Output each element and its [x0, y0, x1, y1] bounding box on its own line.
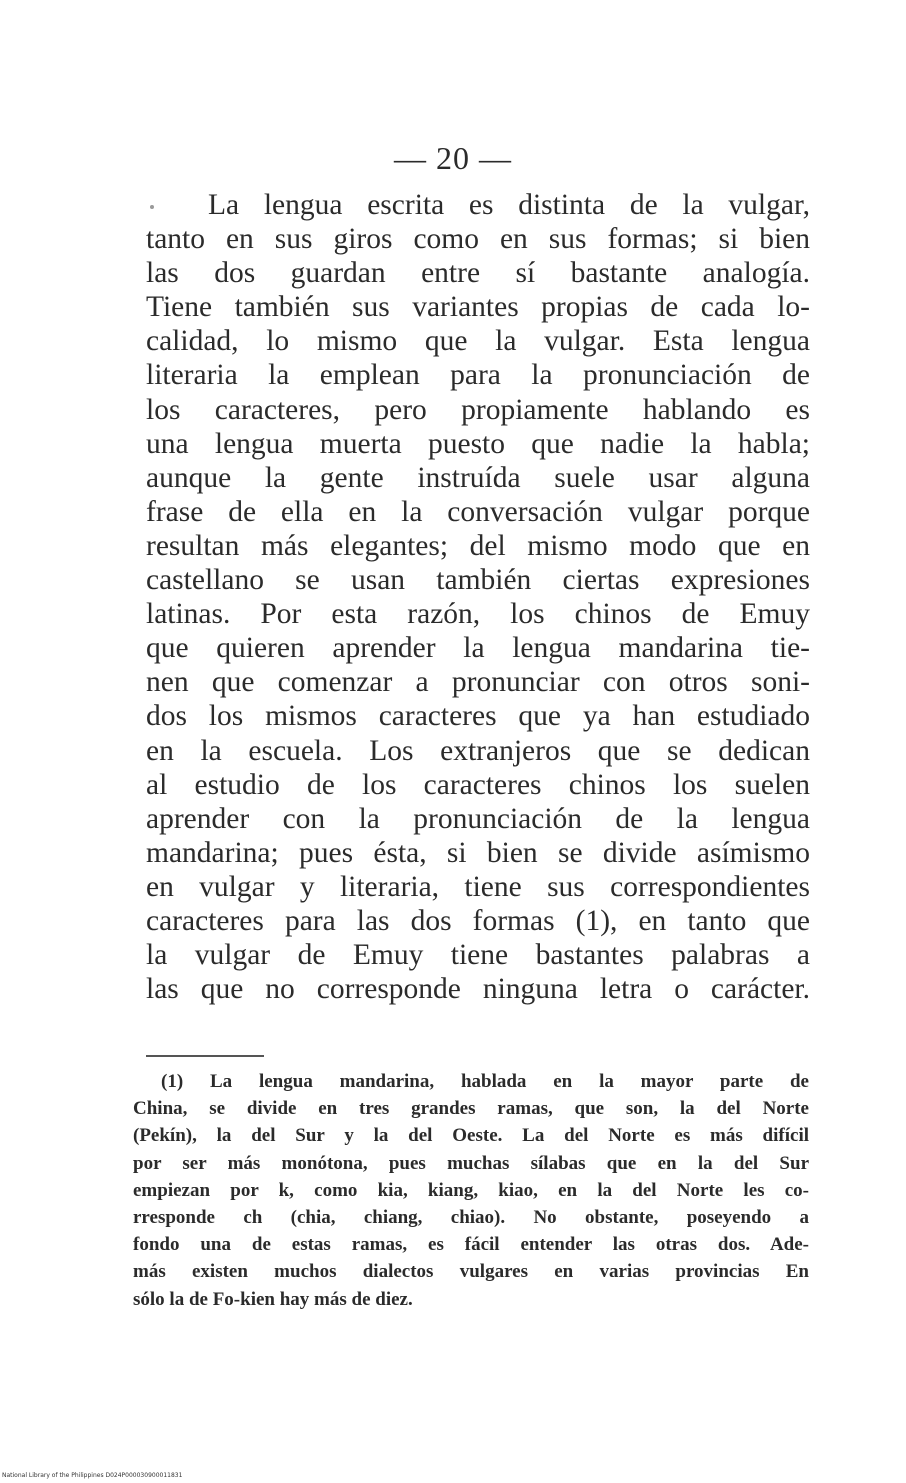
body-line: la vulgar de Emuy tiene bastantes palabras a — [146, 939, 810, 972]
body-line: los caracteres, pero propiamente hablando es — [146, 393, 810, 426]
body-line: resultan más elegantes; del mismo modo que en — [146, 529, 810, 562]
body-line: una lengua muerta puesto que nadie la habla; — [146, 427, 810, 460]
body-line: aprender con la pronunciación de la lengua — [146, 802, 810, 835]
footnote-line: rresponde ch (chia, chiang, chiao). No obstante, poseyendo a — [133, 1206, 809, 1228]
body-line: literaria la emplean para la pronunciación de — [146, 359, 810, 392]
footnote-line: (1) La lengua mandarina, hablada en la mayor parte de — [161, 1071, 809, 1092]
footnote-line: empiezan por k, como kia, kiang, kiao, en la del Norte les co- — [133, 1179, 809, 1201]
footnote — [133, 1068, 809, 1313]
footnote-line: por ser más monótona, pues muchas sílabas que en la del Sur — [133, 1152, 809, 1174]
body-line: las dos guardan entre sí bastante analogía. — [146, 257, 810, 290]
body-text — [146, 188, 810, 1006]
footnote-line: (Pekín), la del Sur y la del Oeste. La del Norte es más difícil — [133, 1125, 809, 1147]
archive-stamp: National Library of the Philippines D024P000030900011831 — [2, 1472, 183, 1479]
body-line: nen que comenzar a pronunciar con otros soni- — [146, 666, 810, 699]
footnote-line: sólo la de Fo-kien hay más de diez. — [133, 1288, 413, 1310]
body-line: caracteres para las dos formas (1), en tanto que — [146, 904, 810, 937]
body-line: dos los mismos caracteres que ya han estudiado — [146, 700, 810, 733]
body-line: Tiene también sus variantes propias de cada lo- — [146, 291, 810, 324]
footnote-divider — [146, 1055, 264, 1057]
body-line: mandarina; pues ésta, si bien se divide asímismo — [146, 836, 810, 869]
body-line: al estudio de los caracteres chinos los suelen — [146, 768, 810, 801]
page-number: — 20 — — [394, 140, 512, 176]
body-line: aunque la gente instruída suele usar alguna — [146, 461, 810, 494]
body-line: en la escuela. Los extranjeros que se dedican — [146, 734, 810, 767]
body-line: las que no corresponde ninguna letra o carácter. — [146, 973, 810, 1006]
body-line: latinas. Por esta razón, los chinos de Emuy — [146, 598, 810, 631]
footnote-line: fondo una de estas ramas, es fácil entender las otras dos. Ade- — [133, 1234, 809, 1256]
body-line: castellano se usan también ciertas expresiones — [146, 564, 810, 597]
body-line: tanto en sus giros como en sus formas; si bien — [146, 223, 810, 256]
footnote-line: más existen muchos dialectos vulgares en varias provincias En — [133, 1261, 809, 1283]
body-line: frase de ella en la conversación vulgar porque — [146, 495, 810, 528]
body-line: en vulgar y literaria, tiene sus correspondientes — [146, 870, 810, 903]
body-line: que quieren aprender la lengua mandarina tie- — [146, 632, 810, 665]
body-line: calidad, lo mismo que la vulgar. Esta lengua — [146, 325, 810, 358]
footnote-line: China, se divide en tres grandes ramas, que son, la del Norte — [133, 1098, 809, 1120]
body-line: La lengua escrita es distinta de la vulgar, — [208, 189, 810, 221]
